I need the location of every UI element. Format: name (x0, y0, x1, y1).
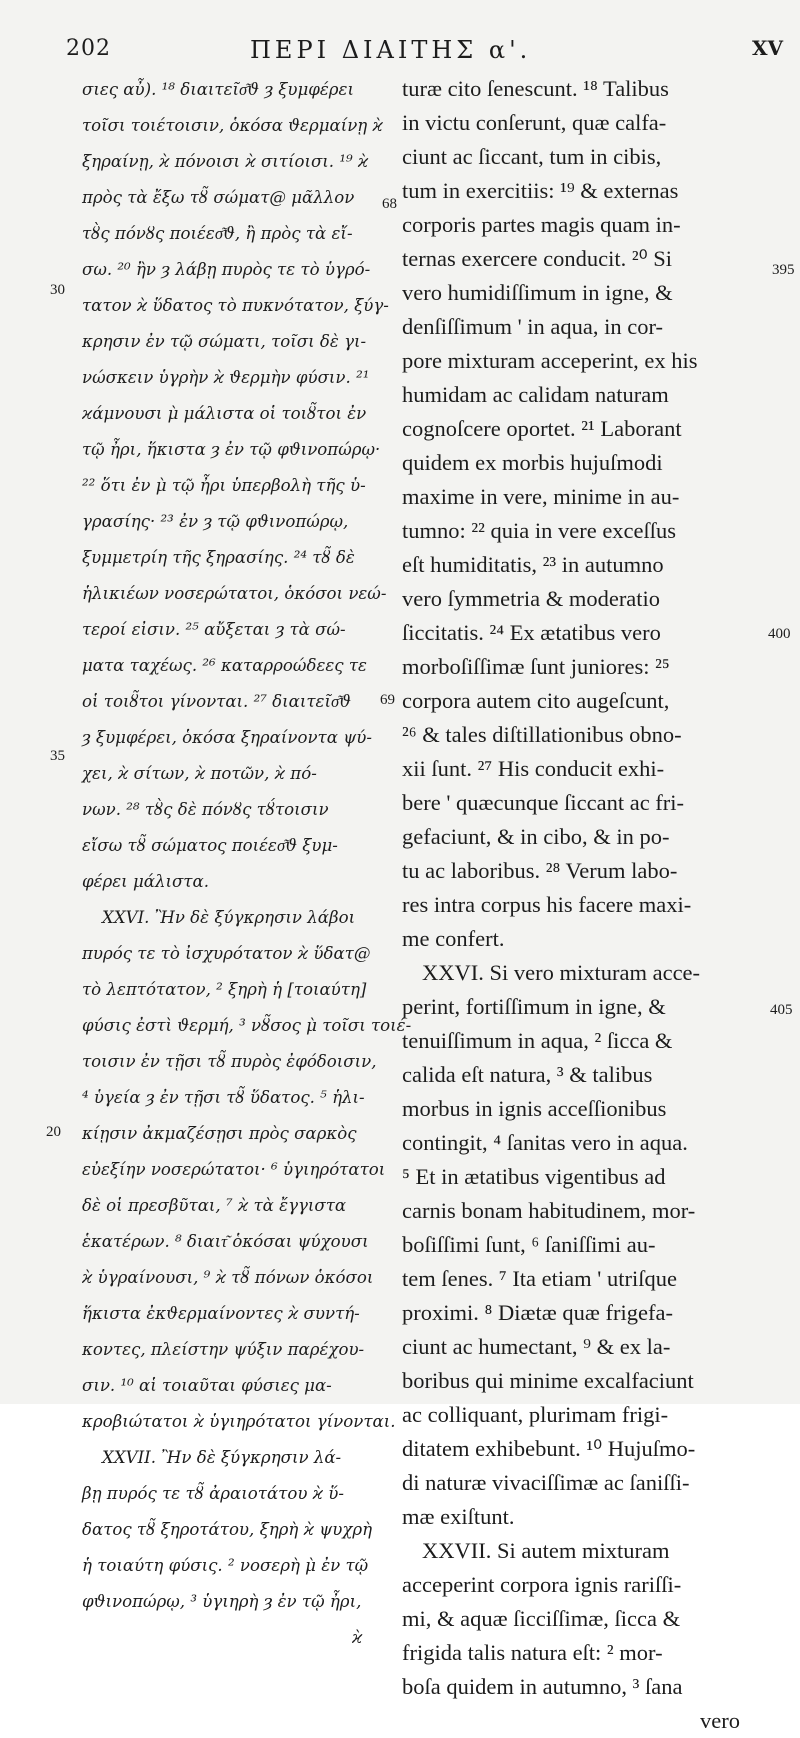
text-line: τεροί εἰσιν. ²⁵ αὔξεται ȝ τὰ σώ- (82, 620, 346, 639)
text-line: boſiſſimi ſunt, ⁶ ſaniſſimi au- (402, 1232, 656, 1257)
text-line: frigida talis natura eſt: ² mor- (402, 1640, 663, 1665)
text-line: tem ſenes. ⁷ Ita etiam ' utriſque (402, 1266, 677, 1291)
text-line: ματα ταχέως. ²⁶ καταρροώδεες τε (82, 656, 367, 675)
text-line: turæ cito ſenescunt. ¹⁸ Talibus (402, 76, 669, 101)
text-line: vero (700, 1708, 740, 1733)
text-line: οἱ τοιȣ̃τοι γίνονται. ²⁷ διαιτεῖσ͂ϑ (82, 692, 352, 711)
text-line: ϰάμνουσι μ̀ μάλιστα οἱ τοιȣ̃τοι ἐν (82, 404, 367, 423)
signature-mark: XV (751, 36, 783, 60)
text-line: εὐεξίην νοσερώτατοι· ⁶ ὑγιηρότατοι (82, 1160, 386, 1179)
text-line: τατον ϰ̀ ὕδατος τὸ πυκνότατον, ξύγ- (82, 296, 389, 315)
left-margin-line-number: 35 (50, 748, 65, 764)
text-line: ξυμμετρίη τῆς ξηρασίης. ²⁴ τȣ̃ δὲ (82, 548, 355, 567)
right-margin-number: 395 (772, 262, 795, 278)
text-line: morbus in ignis acceſſionibus (402, 1096, 667, 1121)
text-line: me confert. (402, 926, 505, 951)
text-line: proximi. ⁸ Diætæ quæ frigefa- (402, 1300, 673, 1325)
text-line: ϰ̀ (352, 1628, 363, 1647)
left-margin-line-number: 20 (46, 1124, 61, 1140)
text-line: κοντες, πλείστην ψύξιν παρέχου- (82, 1340, 365, 1359)
text-line: carnis bonam habitudinem, mor- (402, 1198, 696, 1223)
text-line: νώσκειν ὑγρὴν ϰ̀ ϑερμὴν φύσιν. ²¹ (82, 368, 370, 387)
text-line: ditatem exhibebunt. ¹⁰ Hujuſmo- (402, 1436, 696, 1461)
text-line: φέρει μάλιστα. (82, 872, 209, 891)
text-line: boſa quidem in autumno, ³ ſana (402, 1674, 683, 1699)
text-line: mæ exiſtunt. (402, 1504, 515, 1529)
page-number: 202 (66, 36, 111, 61)
column-margin-number: 69 (380, 692, 395, 708)
text-line: δατος τȣ̃ ξηροτάτου, ξηρὴ ϰ̀ ψυχρὴ (82, 1520, 373, 1539)
text-line: ⁴ ὑγεία ȝ ἐν τῇσι τȣ̃ ὕδατος. ⁵ ἡλι- (82, 1088, 365, 1107)
text-line: ἡλικιέων νοσερώτατοι, ὁκόσοι νεώ- (82, 584, 387, 603)
text-line: κρησιν ἐν τῷ σώματι, τοῖσι δὲ γι- (82, 332, 367, 351)
text-line: XXVI. Ἢν δὲ ξύγκρησιν λάβοι (102, 908, 356, 927)
text-line: morboſiſſimæ ſunt juniores: ²⁵ (402, 654, 670, 679)
text-line: ⁵ Et in ætatibus vigentibus ad (402, 1164, 666, 1189)
text-line: εἴσω τȣ̃ σώματος ποιέεσ͂ϑ ξυμ- (82, 836, 338, 855)
text-line: τοισιν ἐν τῇσι τȣ̃ πυρὸς ἐφόδοισιν, (82, 1052, 377, 1071)
page-header (60, 36, 795, 70)
text-line: χει, ϰ̀ σίτων, ϰ̀ ποτῶν, ϰ̀ πό- (82, 764, 317, 783)
text-line: ſiccitatis. ²⁴ Ex ætatibus vero (402, 620, 661, 645)
text-line: ἥκιστα ἐκϑερμαίνοντες ϰ̀ συντή- (82, 1304, 360, 1323)
text-line: XXVII. Ἢν δὲ ξύγκρησιν λά- (102, 1448, 342, 1467)
text-line: quidem ex morbis hujuſmodi (402, 450, 663, 475)
text-line: tum in exercitiis: ¹⁹ & externas (402, 178, 679, 203)
text-line: calida eſt natura, ³ & talibus (402, 1062, 653, 1087)
text-line: perint, fortiſſimum in igne, & (402, 994, 666, 1019)
text-line: XXVII. Si autem mixturam (422, 1538, 670, 1563)
text-line: τὸ λεπτότατον, ² ξηρὴ ἡ [τοιαύτη] (82, 980, 367, 999)
text-line: contingit, ⁴ ſanitas vero in aqua. (402, 1130, 688, 1155)
text-line: tu ac laboribus. ²⁸ Verum labo- (402, 858, 678, 883)
text-line: cognoſcere oportet. ²¹ Laborant (402, 416, 682, 441)
text-line: mi, & aquæ ſicciſſimæ, ſicca & (402, 1606, 681, 1631)
text-line: pore mixturam acceperint, ex his (402, 348, 698, 373)
text-line: ac colliquant, plurimam frigi- (402, 1402, 669, 1427)
text-line: ciunt ac humectant, ⁹ & ex la- (402, 1334, 671, 1359)
text-line: σιες αὖ). ¹⁸ διαιτεῖσ͂ϑ ȝ ξυμφέρει (82, 80, 354, 99)
text-line: vero ſymmetria & moderatio (402, 586, 661, 611)
text-line: acceperint corpora ignis rariſſi- (402, 1572, 682, 1597)
text-line: ϰ̀ ὑγραίνουσι, ⁹ ϰ̀ τȣ̃ πόνων ὁκόσοι (82, 1268, 374, 1287)
text-line: in victu conſerunt, quæ calfa- (402, 110, 667, 135)
column-margin-number: 68 (382, 196, 397, 212)
text-line: σιν. ¹⁰ αἱ τοιαῦται φύσιες μα- (82, 1376, 332, 1395)
text-line: νων. ²⁸ τȣ̀ς δὲ πόνȣς τȣ́τοισιν (82, 800, 329, 819)
left-margin-line-number: 30 (50, 282, 65, 298)
running-title: ΠΕΡΙ ΔΙΑΙΤΗΣ α'. (250, 36, 532, 64)
text-line: ἡ τοιαύτη φύσις. ² νοσερὴ μ̀ ἐν τῷ (82, 1556, 369, 1575)
right-margin-number: 405 (770, 1002, 793, 1018)
text-line: τῷ ἦρι, ἥκιστα ȝ ἐν τῷ φϑινοπώρῳ· (82, 440, 381, 459)
text-line: di naturæ vivaciſſimæ ac ſaniſſi- (402, 1470, 690, 1495)
text-line: πυρός τε τὸ ἰσχυρότατον ϰ̀ ὕδατ@ (82, 944, 371, 963)
text-line: πρὸς τὰ ἔξω τȣ̃ σώματ@ μᾶλλον (82, 188, 355, 207)
right-margin-number: 400 (768, 626, 791, 642)
text-line: γρασίης· ²³ ἐν ȝ τῷ φϑινοπώρῳ, (82, 512, 349, 531)
text-line: ȝ ξυμφέρει, ὁκόσα ξηραίνοντα ψύ- (82, 728, 372, 747)
text-line: ternas exercere conducit. ²⁰ Si (402, 246, 673, 271)
text-line: humidam ac calidam naturam (402, 382, 669, 407)
text-line: tumno: ²² quia in vere exceſſus (402, 518, 677, 543)
text-line: gefaciunt, & in cibo, & in po- (402, 824, 670, 849)
text-line: σω. ²⁰ ἢν ȝ λάβῃ πυρὸς τε τὸ ὑγρό- (82, 260, 371, 279)
text-line: vero humidiſſimum in igne, & (402, 280, 673, 305)
text-line: corpora autem cito augeſcunt, (402, 688, 670, 713)
text-line: corporis partes magis quam in- (402, 212, 681, 237)
text-line: ²² ὅτι ἐν μ̀ τῷ ἦρι ὑπερβολὴ τῆς ὑ- (82, 476, 366, 495)
text-line: βῃ πυρός τε τȣ̃ ἀραιοτάτου ϰ̀ ὕ- (82, 1484, 344, 1503)
text-line: eſt humiditatis, ²³ in autumno (402, 552, 664, 577)
text-line: ciunt ac ſiccant, tum in cibis, (402, 144, 662, 169)
text-line: ²⁶ & tales diſtillationibus obno- (402, 722, 682, 747)
text-line: τοῖσι τοιέτοισιν, ὁκόσα ϑερμαίνῃ ϰ̀ (82, 116, 383, 135)
text-line: XXVI. Si vero mixturam acce- (422, 960, 701, 985)
text-line: κίῃσιν ἀκμαζέσῃσι πρὸς σαρκὸς (82, 1124, 357, 1143)
text-line: xii ſunt. ²⁷ His conducit exhi- (402, 756, 665, 781)
text-line: κροβιώτατοι ϰ̀ ὑγιηρότατοι γίνονται. (82, 1412, 396, 1431)
text-line: boribus qui minime excalfaciunt (402, 1368, 694, 1393)
text-line: maxime in vere, minime in au- (402, 484, 680, 509)
text-line: denſiſſimum ' in aqua, in cor- (402, 314, 664, 339)
text-line: bere ' quæcunque ſiccant ac fri- (402, 790, 685, 815)
text-line: δὲ οἱ πρεσβῦται, ⁷ ϰ̀ τὰ ἔγγιστα (82, 1196, 347, 1215)
text-line: tenuiſſimum in aqua, ² ſicca & (402, 1028, 673, 1053)
text-line: τȣ̀ς πόνȣς ποιέεσ͂ϑ, ἢ πρὸς τὰ εἴ- (82, 224, 353, 243)
text-line: ξηραίνῃ, ϰ̀ πόνοισι ϰ̀ σιτίοισι. ¹⁹ ϰ̀ (82, 152, 369, 171)
text-line: φϑινοπώρῳ, ³ ὑγιηρὴ ȝ ἐν τῷ ἦρι, (82, 1592, 362, 1611)
text-line: res intra corpus his facere maxi- (402, 892, 692, 917)
text-line: ἑκατέρων. ⁸ διαιτ͂ ὁκόσαι ψύχουσι (82, 1232, 369, 1251)
text-line: φύσις ἐστὶ ϑερμή, ³ νȣ̃σος μ̀ τοῖσι τοιέ- (82, 1016, 412, 1035)
